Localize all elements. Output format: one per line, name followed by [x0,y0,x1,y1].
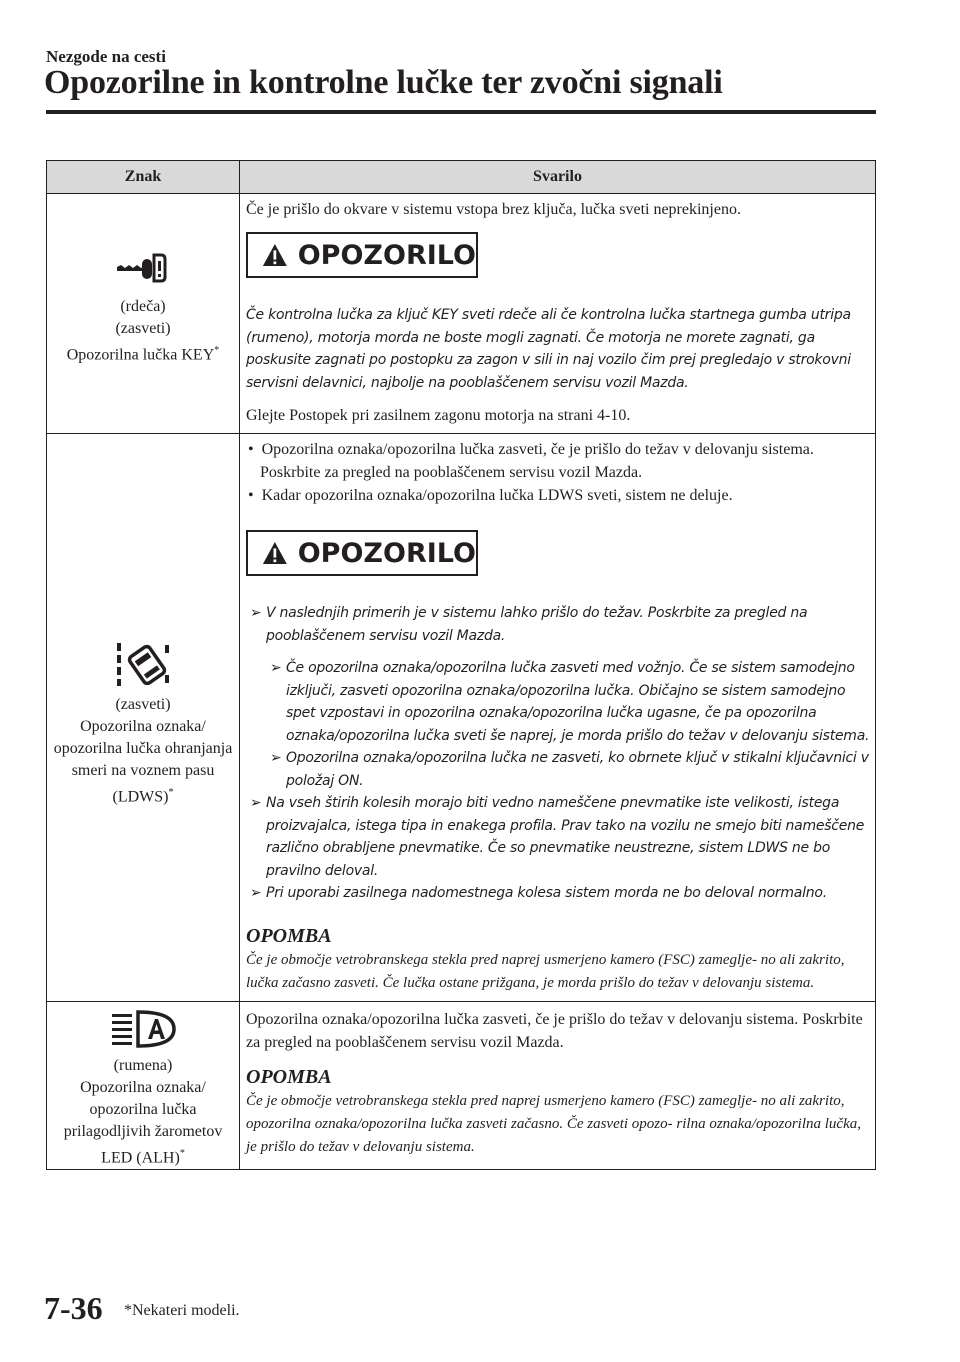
page-title: Opozorilne in kontrolne lučke ter zvočni signali [44,64,723,101]
table-row [47,194,876,434]
sign-name-text: Opozorilna lučka KEY [66,346,215,364]
sign-name [49,1077,237,1169]
note-label: OPOMBA [246,1065,332,1088]
sign-state: (zasveti) [115,319,171,337]
table-row [47,434,876,1002]
warning-box [246,530,478,576]
arrow-bullet-icon: ➢ [250,795,262,811]
sign-state: (zasveti) [115,695,171,713]
sign-color: (rumena) [113,1056,173,1074]
warning-item-text: V naslednjih primerih je v sistemu lahko prišlo do težav. Poskrbite za pregled na pooblaščenem servisu vozil Mazda. [266,605,808,644]
table-row [47,1001,876,1169]
row-text: Opozorilna oznaka/opozorilna lučka zasveti, če je prišlo do težav v delovanju sistema. Poskrbite za pregled na pooblaščenem servisu vozil Mazda. [246,1010,863,1051]
sign-color: (rdeča) [120,297,166,315]
lane-departure-icon [49,641,237,694]
sign-cell [47,1001,240,1169]
note-label: OPOMBA [246,924,332,947]
table-header-row [47,161,876,194]
warning-label: OPOZORILO [297,537,476,569]
list-item-text: Kadar opozorilna oznaka/opozorilna lučka LDWS sveti, sistem ne deluje. [261,487,733,504]
warning-subitem [246,747,871,792]
warning-item [246,792,871,882]
key-warning-icon [49,249,237,296]
list-item: • Kadar opozorilna oznaka/opozorilna lučka LDWS sveti, sistem ne deluje. [248,487,733,504]
title-rule [46,110,876,114]
warning-item-text: Če opozorilna oznaka/opozorilna lučka zasveti med vožnjo. Če se sistem samodejno izključi, zasveti opozorilna oznaka/opozorilna lučka. Običajno se sistem samodejno spet vzpostavi in opozorilna oznaka/opozorilna lučka ugasne, če pa opozorilna oznaka/opozorilna lučka sveti še naprej, je morda prišlo do težav v delovanju sistema. [286,660,870,744]
col-light-header: Svarilo [240,161,876,194]
row-intro: Če je prišlo do okvare v sistemu vstopa brez ključa, lučka sveti neprekinjeno. [246,201,741,218]
warning-triangle-icon [262,540,288,566]
page-number: 7-36 [44,1290,103,1326]
list-item-text: Opozorilna oznaka/opozorilna lučka zasveti, če je prišlo do težav v delovanju sistema. Poskrbite za pregled na pooblaščenem servisu vozil Mazda. [260,441,814,481]
warning-item-text: Na vseh štirih kolesih morajo biti vedno nameščene pnevmatike iste velikosti, istega proizvajalca, istega tipa in enakega profila. Prav tako na vozilu ne smejo biti nameščene različno obrabljene pnevmatike. Če so pnevmatike neustrezne, sistem LDWS ne bo pravilno deloval. [266,795,865,879]
list-item: • Opozorilna oznaka/opozorilna lučka zasveti, če je prišlo do težav v delovanju sistema. Poskrbite za pregled na pooblaščenem servisu vozil Mazda. [248,441,814,481]
warning-item-text: Pri uporabi zasilnega nadomestnega kolesa sistem morda ne bo deloval normalno. [266,885,827,901]
sign-cell [47,434,240,1002]
col-sign-header: Znak [47,161,240,194]
warning-item [246,602,871,647]
sign-cell [47,194,240,434]
description-cell [240,434,876,1002]
footnote-mark: * [168,786,174,798]
arrow-bullet-icon: ➢ [250,885,262,901]
warning-lights-table [46,160,876,1170]
sign-name-text: Opozorilna oznaka/ opozorilna lučka prilagodljivih žarometov LED (ALH) [63,1078,223,1166]
warning-item-text: Opozorilna oznaka/opozorilna lučka ne zasveti, ko obrnete ključ v stikalni ključavnici v položaj ON. [286,750,869,789]
reference-text: Glejte Postopek pri zasilnem zagonu motorja na strani 4-10. [246,407,631,424]
warning-label: OPOZORILO [297,239,476,271]
section-label: Nezgode na cesti [46,47,166,66]
warning-subitem [246,657,871,747]
sign-name-text: Opozorilna oznaka/ opozorilna lučka ohranjanja smeri na voznem pasu (LDWS) [53,717,233,805]
arrow-bullet-icon: ➢ [250,605,262,621]
note-text: Če je območje vetrobranskega stekla pred naprej usmerjeno kamero (FSC) zameglje- no ali zakrito, opozorilna oznaka/opozorilna lučka zasveti začasno. Če zasveti opozo- rilna oznaka/opozorilna lučka, je prišlo do težav v delovanju sistema. [246,1092,861,1155]
description-cell [240,1001,876,1169]
auto-headlight-icon [49,1008,237,1055]
footnote-mark: * [179,1147,185,1159]
sign-name [49,340,237,366]
footnote: *Nekateri modeli. [124,1302,240,1319]
warning-item [246,882,871,905]
description-cell [240,194,876,434]
arrow-bullet-icon: ➢ [270,660,282,676]
warning-text: Če kontrolna lučka za ključ KEY sveti rdeče ali če kontrolna lučka startnega gumba utripa (rumeno), motorja morda ne boste mogli zagnati. Če motorja ne morete zagnati, ga poskusite zagnati po postopku za zagon v sili in naj vozilo čim prej pregledajo v strokovni servisni delavnici, najbolje na pooblaščenem servisu vozil Mazda. [246,307,851,391]
footnote-mark: * [214,344,220,356]
note-text: Če je območje vetrobranskega stekla pred naprej usmerjeno kamero (FSC) zameglje- no ali zakrito, lučka začasno zasveti. Če lučka ostane prižgana, je morda prišlo do težav v delovanju sistema. [246,951,845,991]
warning-box [246,232,478,278]
warning-triangle-icon [262,242,288,268]
sign-name [49,716,237,808]
arrow-bullet-icon: ➢ [270,750,282,766]
